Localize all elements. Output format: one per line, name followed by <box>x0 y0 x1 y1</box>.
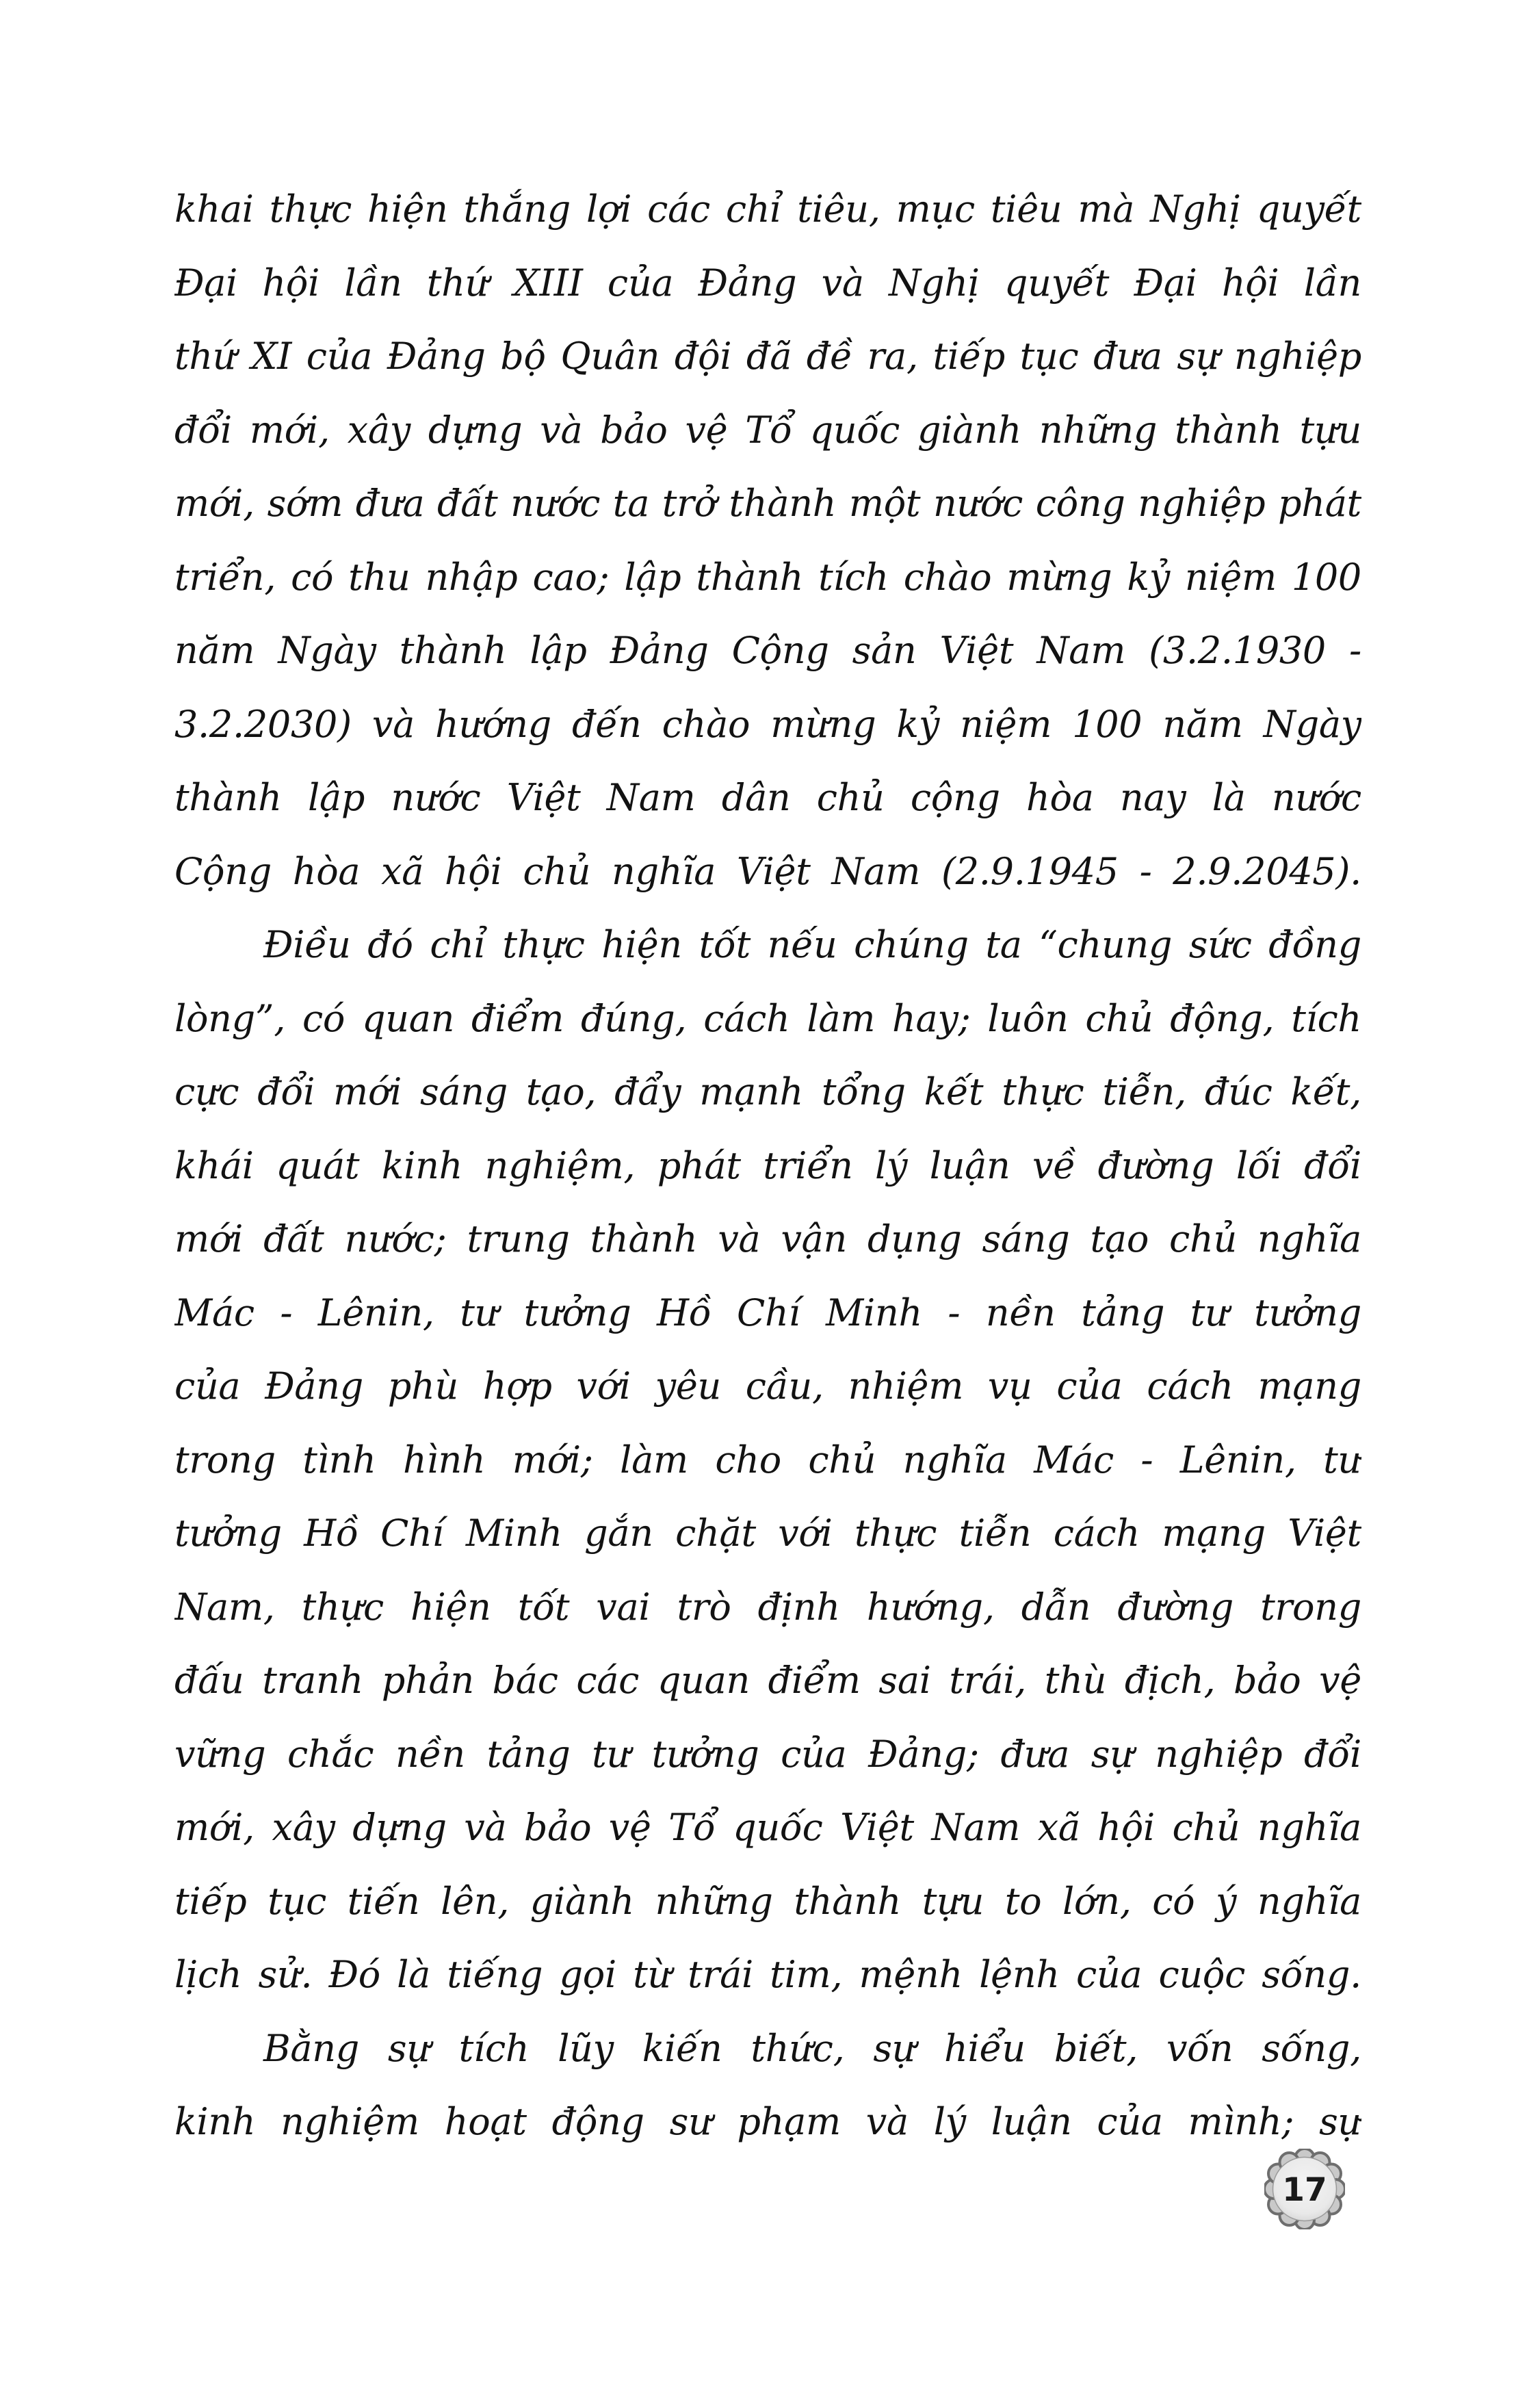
text-line: thứ XI của Đảng bộ Quân đội đã đề ra, tiếp tục đưa sự nghiệp <box>174 335 1361 378</box>
text-line: trong tình hình mới; làm cho chủ nghĩa Mác - Lênin, tư <box>174 1438 1361 1481</box>
text-line: mới, xây dựng và bảo vệ Tổ quốc Việt Nam xã hội chủ nghĩa <box>174 1806 1361 1849</box>
text-line: mới đất nước; trung thành và vận dụng sáng tạo chủ nghĩa <box>174 1217 1361 1260</box>
text-line: khái quát kinh nghiệm, phát triển lý luận về đường lối đổi <box>174 1143 1361 1187</box>
text-line: tiếp tục tiến lên, giành những thành tựu to lớn, có ý nghĩa <box>174 1879 1361 1923</box>
text-line: lịch sử. Đó là tiếng gọi từ trái tim, mệnh lệnh của cuộc sống. <box>174 1953 1361 1996</box>
text-line: của Đảng phù hợp với yêu cầu, nhiệm vụ của cách mạng <box>174 1364 1361 1408</box>
text-line: Nam, thực hiện tốt vai trò định hướng, dẫn đường trong <box>174 1585 1361 1629</box>
text-line: tưởng Hồ Chí Minh gắn chặt với thực tiễn cách mạng Việt <box>174 1512 1361 1555</box>
text-line: lòng”, có quan điểm đúng, cách làm hay; luôn chủ động, tích <box>174 996 1361 1040</box>
text-line: triển, có thu nhập cao; lập thành tích chào mừng kỷ niệm 100 <box>174 555 1361 599</box>
text-line: năm Ngày thành lập Đảng Cộng sản Việt Nam (3.2.1930 - <box>174 629 1361 672</box>
text-line: đổi mới, xây dựng và bảo vệ Tổ quốc giành những thành tựu <box>174 408 1361 452</box>
text-line: đấu tranh phản bác các quan điểm sai trái, thù địch, bảo vệ <box>174 1659 1361 1702</box>
text-line: cực đổi mới sáng tạo, đẩy mạnh tổng kết thực tiễn, đúc kết, <box>174 1070 1361 1113</box>
text-line: thành lập nước Việt Nam dân chủ cộng hòa nay là nước <box>174 776 1361 819</box>
text-line: kinh nghiệm hoạt động sư phạm và lý luận của mình; sự <box>174 2100 1361 2143</box>
text-block <box>174 172 1361 2159</box>
text-line: Mác - Lênin, tư tưởng Hồ Chí Minh - nền tảng tư tưởng <box>174 1291 1361 1334</box>
scalloped-badge-icon <box>1264 2149 1345 2229</box>
text-line: vững chắc nền tảng tư tưởng của Đảng; đưa sự nghiệp đổi <box>174 1732 1361 1776</box>
text-line: mới, sớm đưa đất nước ta trở thành một nước công nghiệp phát <box>174 482 1361 525</box>
text-line: Đại hội lần thứ XIII của Đảng và Nghị quyết Đại hội lần <box>174 261 1361 305</box>
page-number: 17 <box>1282 2171 1327 2209</box>
text-line: 3.2.2030) và hướng đến chào mừng kỷ niệm 100 năm Ngày <box>174 702 1361 746</box>
text-line: khai thực hiện thắng lợi các chỉ tiêu, mục tiêu mà Nghị quyết <box>174 187 1361 231</box>
text-line: Cộng hòa xã hội chủ nghĩa Việt Nam (2.9.1945 - 2.9.2045). <box>174 849 1361 893</box>
page-number-badge <box>1264 2149 1345 2229</box>
text-line: Điều đó chỉ thực hiện tốt nếu chúng ta “chung sức đồng <box>263 923 1361 966</box>
text-line: Bằng sự tích lũy kiến thức, sự hiểu biết, vốn sống, <box>263 2026 1361 2070</box>
